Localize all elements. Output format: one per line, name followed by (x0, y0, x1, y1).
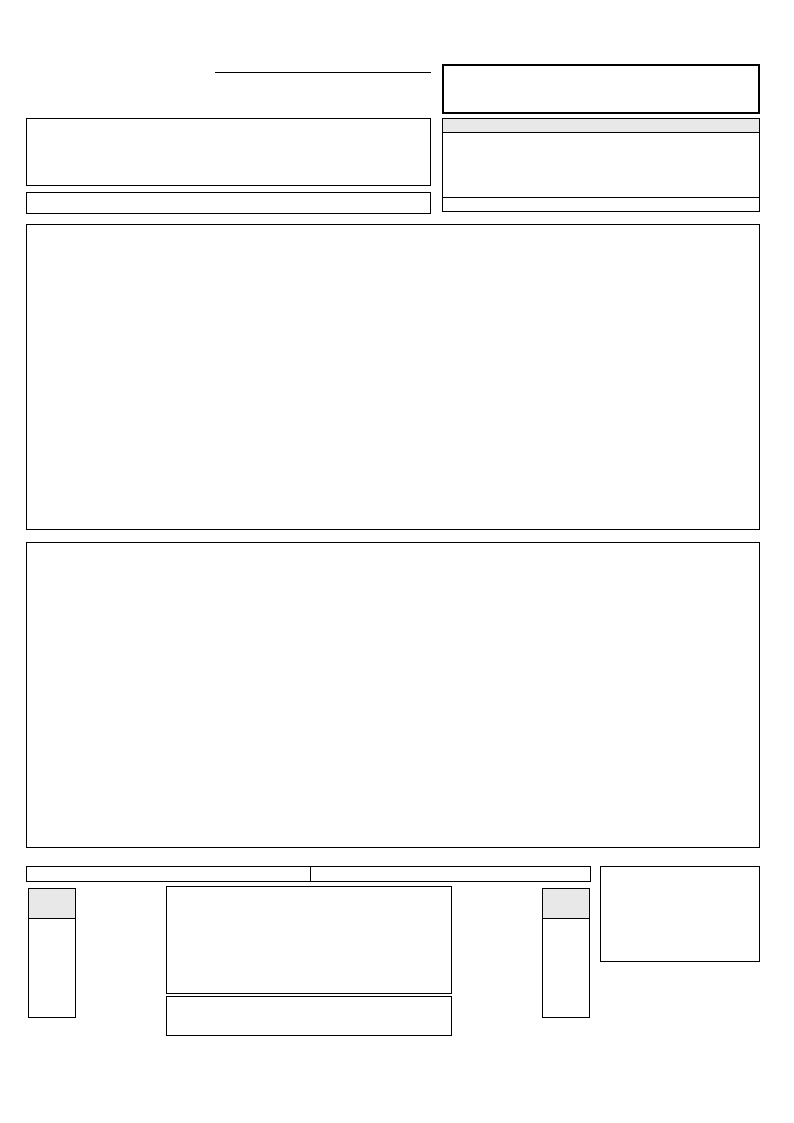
side-out-table (166, 886, 452, 994)
counter-table (166, 996, 452, 1036)
sets-table (442, 118, 760, 212)
team1-stats-table (26, 224, 760, 530)
match-info (26, 118, 431, 186)
team1-rotation (28, 888, 76, 1018)
team2-stats-table (26, 542, 760, 848)
summary-header (26, 866, 591, 882)
score-box (442, 64, 760, 114)
legend (600, 866, 760, 962)
team2-rotation (542, 888, 590, 1018)
referee-box (26, 192, 431, 214)
